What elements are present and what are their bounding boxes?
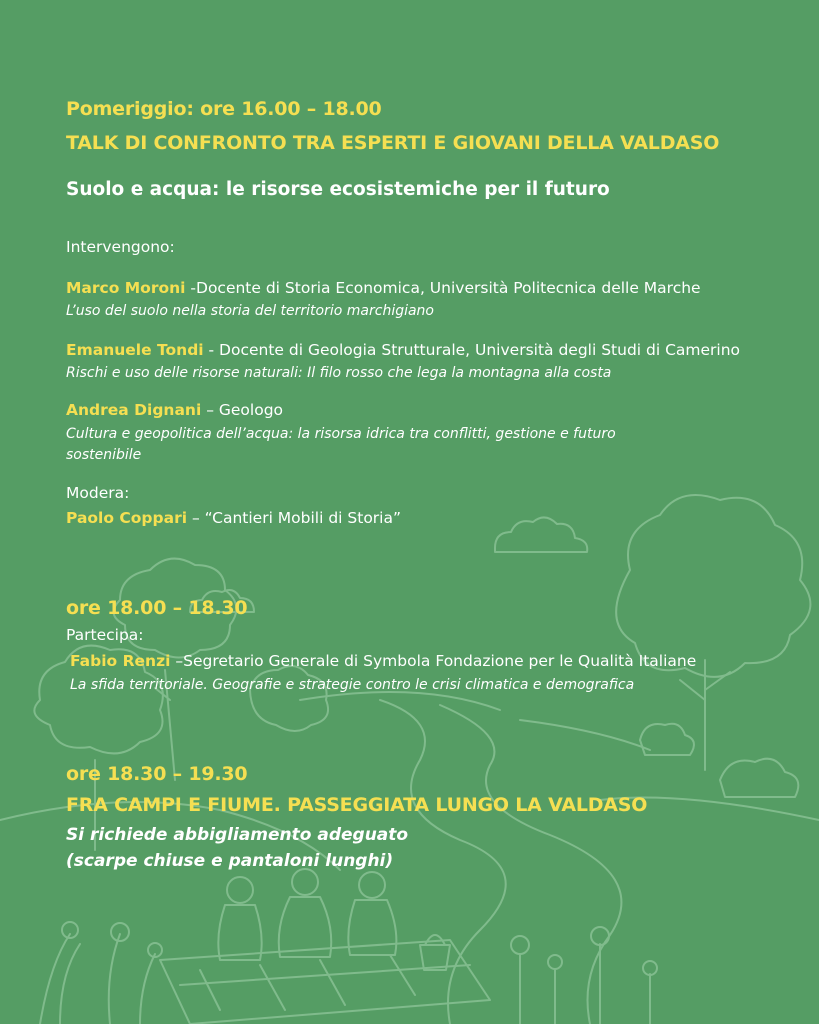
session1-title: TALK DI CONFRONTO TRA ESPERTI E GIOVANI DELLA VALDASO	[66, 132, 720, 154]
speaker-line	[66, 279, 701, 297]
flower-icon	[643, 961, 657, 975]
session2-label: Partecipa:	[66, 626, 144, 644]
guest-line	[70, 652, 696, 670]
speaker-name: Emanuele Tondi	[66, 341, 204, 359]
speaker-topic: L’uso del suolo nella storia del territorio marchigiano	[66, 303, 434, 319]
flower-icon	[548, 955, 562, 969]
tree-icon	[616, 495, 810, 677]
speakers-intro: Intervengono:	[66, 238, 175, 256]
tree-icon	[250, 666, 328, 731]
speaker-role: – Geologo	[201, 401, 284, 419]
speaker-name: Marco Moroni	[66, 279, 186, 297]
person-icon	[359, 872, 385, 898]
session2-time: ore 18.00 – 18.30	[66, 597, 248, 619]
session3-title: FRA CAMPI E FIUME. PASSEGGIATA LUNGO LA VALDASO	[66, 794, 648, 816]
moderator-label: Modera:	[66, 484, 130, 502]
guest-role: –Segretario Generale di Symbola Fondazione per le Qualità Italiane	[170, 652, 697, 670]
speaker-topic: Rischi e uso delle risorse naturali: Il filo rosso che lega la montagna alla costa	[66, 365, 612, 381]
speaker-line	[66, 401, 283, 419]
person-icon	[227, 877, 253, 903]
session1-subtitle: Suolo e acqua: le risorse ecosistemiche per il futuro	[66, 179, 610, 200]
guest-topic: La sfida territoriale. Geografie e strategie contro le crisi climatica e demografica	[70, 677, 635, 693]
session3-time: ore 18.30 – 19.30	[66, 763, 248, 785]
speaker-role: - Docente di Geologia Strutturale, Università degli Studi di Camerino	[203, 341, 741, 359]
flower-icon	[511, 936, 529, 954]
river-line	[380, 700, 506, 1024]
speaker-name: Andrea Dignani	[66, 401, 202, 419]
cloud-icon	[495, 517, 587, 552]
speaker-topic-cont: sostenibile	[66, 447, 142, 463]
moderator-role: – “Cantieri Mobili di Storia”	[187, 509, 402, 527]
flower-icon	[111, 923, 129, 941]
session3-note-cont: (scarpe chiuse e pantaloni lunghi)	[66, 851, 394, 871]
flower-icon	[591, 927, 609, 945]
moderator-name: Paolo Coppari	[66, 509, 188, 527]
speaker-role: -Docente di Storia Economica, Università Politecnica delle Marche	[185, 279, 701, 297]
session1-time: Pomeriggio: ore 16.00 – 18.00	[66, 98, 382, 120]
guest-name: Fabio Renzi	[70, 652, 171, 670]
speaker-topic: Cultura e geopolitica dell’acqua: la risorsa idrica tra conflitti, gestione e futuro	[66, 426, 616, 442]
moderator-line	[66, 509, 401, 527]
session3-note: Si richiede abbigliamento adeguato	[66, 825, 409, 845]
person-icon	[292, 869, 318, 895]
speaker-line	[66, 341, 740, 359]
